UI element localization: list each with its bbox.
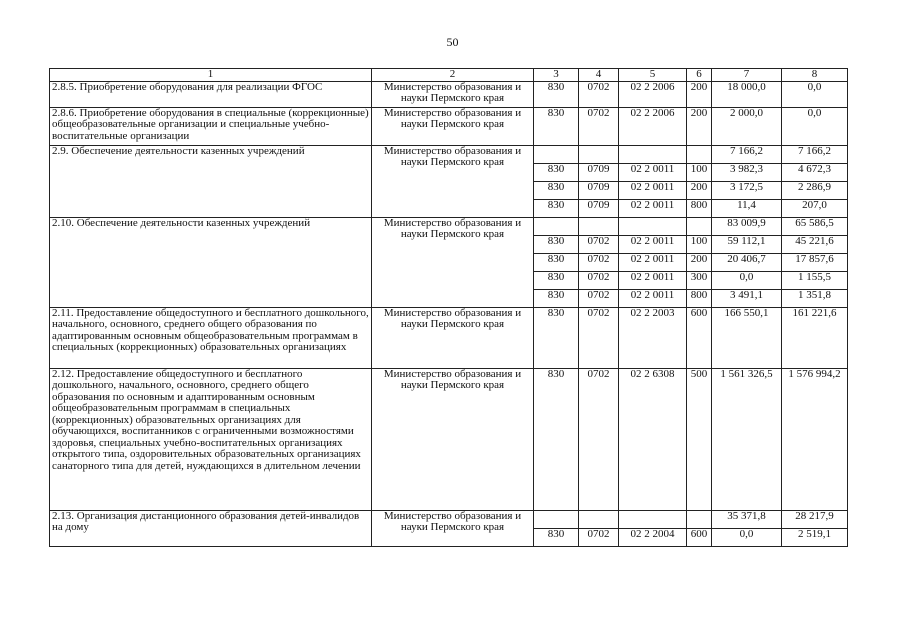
cell-c3: 830 xyxy=(534,368,579,510)
cell-c4: 0702 xyxy=(579,528,619,546)
cell-c3: 830 xyxy=(534,289,579,307)
row-label: 2.8.5. Приобретение оборудования для реализации ФГОС xyxy=(50,81,372,107)
cell-c5 xyxy=(619,217,687,235)
cell-c4 xyxy=(579,145,619,163)
cell-c7: 7 166,2 xyxy=(712,145,782,163)
cell-c7: 166 550,1 xyxy=(712,307,782,368)
cell-c5: 02 2 0011 xyxy=(619,289,687,307)
cell-c3: 830 xyxy=(534,107,579,145)
cell-c4: 0702 xyxy=(579,307,619,368)
table-row xyxy=(50,107,848,145)
row-label: 2.12. Предоставление общедоступного и бесплатного дошкольного, начального, основного, среднего общего образования по основным и адаптированным основным общеобразовательным программам в специальных (коррекционных) образовательных организациях для обучающихся, воспитанников с ограниченными возможностями здоровья, специальных учебно-воспитательных организациях открытого типа, оздоровительных образовательных организациях санаторного типа для детей, нуждающихся в длительном лечении xyxy=(50,368,372,510)
cell-c7: 59 112,1 xyxy=(712,235,782,253)
cell-c7: 3 982,3 xyxy=(712,163,782,181)
cell-c8: 45 221,6 xyxy=(782,235,848,253)
cell-c6: 100 xyxy=(687,163,712,181)
cell-c6: 200 xyxy=(687,107,712,145)
cell-c6: 100 xyxy=(687,235,712,253)
cell-c4: 0702 xyxy=(579,289,619,307)
cell-c4 xyxy=(579,217,619,235)
cell-c8: 2 286,9 xyxy=(782,181,848,199)
table-row xyxy=(50,81,848,107)
cell-c6: 300 xyxy=(687,271,712,289)
cell-c6 xyxy=(687,510,712,528)
cell-c5: 02 2 2006 xyxy=(619,107,687,145)
cell-c3 xyxy=(534,510,579,528)
cell-c6 xyxy=(687,217,712,235)
cell-c8: 7 166,2 xyxy=(782,145,848,163)
cell-c5: 02 2 0011 xyxy=(619,271,687,289)
header-cell: 5 xyxy=(619,69,687,82)
cell-c5: 02 2 2003 xyxy=(619,307,687,368)
cell-c3: 830 xyxy=(534,235,579,253)
cell-c8: 1 155,5 xyxy=(782,271,848,289)
cell-c6 xyxy=(687,145,712,163)
row-label: 2.13. Организация дистанционного образования детей-инвалидов на дому xyxy=(50,510,372,546)
cell-c8: 1 576 994,2 xyxy=(782,368,848,510)
cell-c5: 02 2 6308 xyxy=(619,368,687,510)
cell-c8: 17 857,6 xyxy=(782,253,848,271)
cell-c5 xyxy=(619,510,687,528)
cell-c7: 35 371,8 xyxy=(712,510,782,528)
ministry-cell: Министерство образования и науки Пермского края xyxy=(372,217,534,307)
cell-c3: 830 xyxy=(534,181,579,199)
cell-c4: 0702 xyxy=(579,253,619,271)
cell-c3: 830 xyxy=(534,81,579,107)
cell-c8: 4 672,3 xyxy=(782,163,848,181)
cell-c5: 02 2 0011 xyxy=(619,253,687,271)
cell-c7: 0,0 xyxy=(712,528,782,546)
cell-c8: 0,0 xyxy=(782,107,848,145)
ministry-cell: Министерство образования и науки Пермского края xyxy=(372,81,534,107)
ministry-cell: Министерство образования и науки Пермского края xyxy=(372,368,534,510)
cell-c7: 3 172,5 xyxy=(712,181,782,199)
cell-c3: 830 xyxy=(534,528,579,546)
cell-c3: 830 xyxy=(534,163,579,181)
cell-c7: 18 000,0 xyxy=(712,81,782,107)
cell-c4 xyxy=(579,510,619,528)
cell-c4: 0702 xyxy=(579,81,619,107)
cell-c4: 0702 xyxy=(579,271,619,289)
cell-c3: 830 xyxy=(534,271,579,289)
cell-c7: 11,4 xyxy=(712,199,782,217)
cell-c4: 0702 xyxy=(579,107,619,145)
table-row xyxy=(50,368,848,510)
cell-c4: 0702 xyxy=(579,235,619,253)
cell-c5: 02 2 2004 xyxy=(619,528,687,546)
page-number: 50 xyxy=(446,35,459,49)
header-cell: 8 xyxy=(782,69,848,82)
table-row xyxy=(50,510,848,528)
cell-c3 xyxy=(534,217,579,235)
header-cell: 2 xyxy=(372,69,534,82)
cell-c6: 600 xyxy=(687,528,712,546)
cell-c4: 0709 xyxy=(579,199,619,217)
ministry-cell: Министерство образования и науки Пермского края xyxy=(372,510,534,546)
header-cell: 1 xyxy=(50,69,372,82)
table-row xyxy=(50,307,848,368)
cell-c7: 0,0 xyxy=(712,271,782,289)
row-label: 2.11. Предоставление общедоступного и бесплатного дошкольного, начального, основного, среднего общего образования по адаптированным основным общеобразовательным программам в специальных (коррекционных) образовательных организациях xyxy=(50,307,372,368)
cell-c7: 1 561 326,5 xyxy=(712,368,782,510)
budget-table xyxy=(49,68,848,547)
cell-c8: 1 351,8 xyxy=(782,289,848,307)
cell-c5: 02 2 0011 xyxy=(619,181,687,199)
cell-c6: 200 xyxy=(687,253,712,271)
cell-c8: 65 586,5 xyxy=(782,217,848,235)
cell-c4: 0709 xyxy=(579,181,619,199)
cell-c7: 20 406,7 xyxy=(712,253,782,271)
cell-c6: 200 xyxy=(687,181,712,199)
row-label: 2.10. Обеспечение деятельности казенных учреждений xyxy=(50,217,372,307)
cell-c6: 200 xyxy=(687,81,712,107)
cell-c5: 02 2 2006 xyxy=(619,81,687,107)
cell-c3: 830 xyxy=(534,307,579,368)
cell-c7: 83 009,9 xyxy=(712,217,782,235)
cell-c3: 830 xyxy=(534,253,579,271)
cell-c5 xyxy=(619,145,687,163)
row-label: 2.8.6. Приобретение оборудования в специальные (коррекционные) общеобразовательные организации и специальные учебно-воспитательные организации xyxy=(50,107,372,145)
row-label: 2.9. Обеспечение деятельности казенных учреждений xyxy=(50,145,372,217)
cell-c5: 02 2 0011 xyxy=(619,235,687,253)
cell-c8: 2 519,1 xyxy=(782,528,848,546)
cell-c6: 800 xyxy=(687,199,712,217)
cell-c4: 0702 xyxy=(579,368,619,510)
cell-c7: 3 491,1 xyxy=(712,289,782,307)
table-row xyxy=(50,145,848,163)
cell-c8: 161 221,6 xyxy=(782,307,848,368)
cell-c3: 830 xyxy=(534,199,579,217)
ministry-cell: Министерство образования и науки Пермского края xyxy=(372,107,534,145)
cell-c8: 207,0 xyxy=(782,199,848,217)
table-row xyxy=(50,217,848,235)
cell-c8: 0,0 xyxy=(782,81,848,107)
ministry-cell: Министерство образования и науки Пермского края xyxy=(372,307,534,368)
cell-c4: 0709 xyxy=(579,163,619,181)
cell-c7: 2 000,0 xyxy=(712,107,782,145)
cell-c6: 600 xyxy=(687,307,712,368)
cell-c6: 500 xyxy=(687,368,712,510)
header-row xyxy=(50,69,848,82)
cell-c5: 02 2 0011 xyxy=(619,199,687,217)
cell-c3 xyxy=(534,145,579,163)
cell-c8: 28 217,9 xyxy=(782,510,848,528)
ministry-cell: Министерство образования и науки Пермского края xyxy=(372,145,534,217)
header-cell: 3 xyxy=(534,69,579,82)
cell-c6: 800 xyxy=(687,289,712,307)
header-cell: 4 xyxy=(579,69,619,82)
cell-c5: 02 2 0011 xyxy=(619,163,687,181)
header-cell: 7 xyxy=(712,69,782,82)
header-cell: 6 xyxy=(687,69,712,82)
